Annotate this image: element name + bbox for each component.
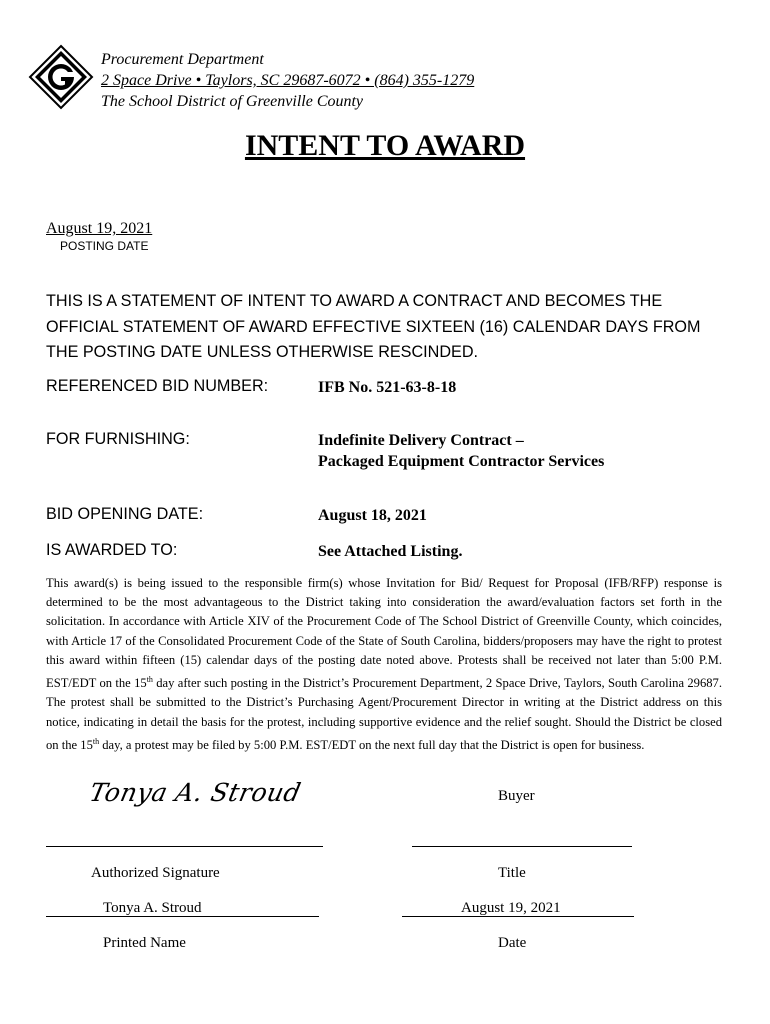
date-value: August 19, 2021 xyxy=(461,900,561,916)
bid-opening-label: BID OPENING DATE: xyxy=(46,505,204,523)
furnishing-label: FOR FURNISHING: xyxy=(46,430,190,448)
posting-date: August 19, 2021 xyxy=(46,220,153,237)
title-value: Buyer xyxy=(498,788,535,804)
posting-date-label: POSTING DATE xyxy=(60,239,149,253)
department-address: 2 Space Drive • Taylors, SC 29687-6072 • (864) 355-1279 xyxy=(101,72,475,89)
document-title: INTENT TO AWARD xyxy=(244,129,526,162)
district-name: The School District of Greenville County xyxy=(101,93,364,110)
paragraph-part-2: day after such posting in the District’s Procurement Department, 2 Space Drive, Taylors, South Carolina 29687. The protest shall be submitted to the District’s Purchasing Agent/Procurement Director in writing at the District address on this notice, indicating in detail the basis for the protest, including supportive evidence and the relief sought. Should the District be closed on the 15 xyxy=(46,676,722,752)
school-district-g-diamond-icon xyxy=(28,44,94,110)
award-statement: THIS IS A STATEMENT OF INTENT TO AWARD A CONTRACT AND BECOMES THE OFFICIAL STATEMENT OF AWARD EFFECTIVE SIXTEEN (16) CALENDAR DAYS FROM THE POSTING DATE UNLESS OTHERWISE RESCINDED. xyxy=(46,292,701,361)
department-name: Procurement Department xyxy=(101,51,264,68)
title-label: Title xyxy=(498,865,526,881)
signature-line xyxy=(46,846,323,847)
awarded-to-label: IS AWARDED TO: xyxy=(46,541,178,559)
bid-number-label: REFERENCED BID NUMBER: xyxy=(46,377,269,395)
awarded-to-value: See Attached Listing. xyxy=(318,543,463,560)
protest-paragraph xyxy=(46,574,722,755)
paragraph-part-3: day, a protest may be filed by 5:00 P.M. EST/EDT on the next full day that the District is open for business. xyxy=(99,738,645,752)
handwritten-signature: Tonya A. Stroud xyxy=(86,778,304,807)
superscript-th: th xyxy=(92,736,100,746)
authorized-signature-label: Authorized Signature xyxy=(91,865,220,881)
date-label: Date xyxy=(498,935,527,951)
superscript-th: th xyxy=(146,675,153,685)
paragraph-part-1: This award(s) is being issued to the responsible firm(s) whose Invitation for Bid/ Request for Proposal (IFB/RFP) response is determined to be the most advantageous to the District taking into consideration the award/evaluation factors set forth in the solicitation. In accordance with Article XIV of the Procurement Code of The School District of Greenville County, which coincides, with Article 17 of the Consolidated Procurement Code of the State of South Carolina, bidders/proposers may have the right to protest this award within fifteen (15) calendar days of the posting date noted above. Protests shall be received not later than 5:00 P.M. EST/EDT on the 15 xyxy=(46,576,722,691)
bid-opening-value: August 18, 2021 xyxy=(318,507,427,524)
bid-number-value: IFB No. 521-63-8-18 xyxy=(318,379,457,396)
title-line xyxy=(412,846,632,847)
printed-name-value: Tonya A. Stroud xyxy=(103,900,202,916)
printed-name-label: Printed Name xyxy=(103,935,186,951)
furnishing-line-1: Indefinite Delivery Contract – xyxy=(318,432,524,449)
furnishing-line-2: Packaged Equipment Contractor Services xyxy=(318,453,605,470)
